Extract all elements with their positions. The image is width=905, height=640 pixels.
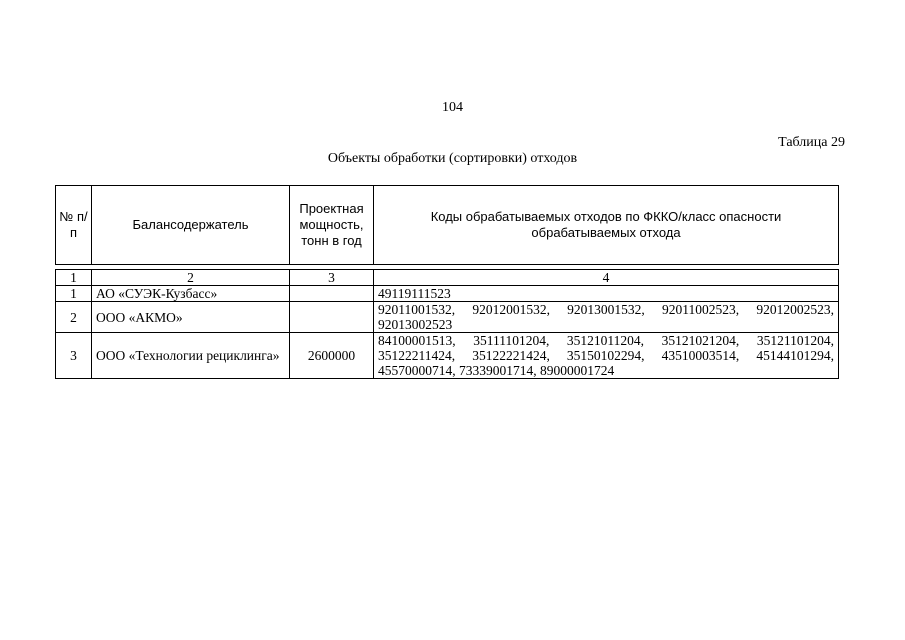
column-number: 4: [374, 270, 839, 286]
column-number: 3: [290, 270, 374, 286]
row-number: 2: [56, 302, 92, 333]
column-number: 1: [56, 270, 92, 286]
waste-processing-table: [55, 185, 839, 379]
table-title: Объекты обработки (сортировки) отходов: [327, 151, 578, 166]
row-holder: ООО «АКМО»: [92, 302, 290, 333]
row-capacity: [290, 286, 374, 302]
table-header-row: [56, 186, 839, 265]
row-number: 1: [56, 286, 92, 302]
row-number: 3: [56, 333, 92, 379]
header-number: № п/п: [56, 186, 92, 265]
header-waste-codes: Коды обрабатываемых отходов по ФККО/класс опасности обрабатываемых отхода: [374, 186, 839, 265]
row-capacity: [290, 302, 374, 333]
table-row: [56, 286, 839, 302]
row-holder: АО «СУЭК-Кузбасс»: [92, 286, 290, 302]
row-capacity: 2600000: [290, 333, 374, 379]
row-holder: ООО «Технологии рециклинга»: [92, 333, 290, 379]
column-number-row: [56, 270, 839, 286]
header-holder: Балансодержатель: [92, 186, 290, 265]
row-waste-codes: 49119111523: [374, 286, 839, 302]
table-row: [56, 333, 839, 379]
table-row: [56, 302, 839, 333]
row-waste-codes: 92011001532, 92012001532, 92013001532, 92011002523, 92012002523, 92013002523: [374, 302, 839, 333]
row-waste-codes: 84100001513, 35111101204, 35121011204, 35121021204, 35121101204, 35122211424, 35122221424, 35150102294, 43510003514, 45144101294, 45570000714, 73339001714, 89000001724: [374, 333, 839, 379]
page-number: 104: [442, 100, 463, 115]
header-capacity: Проектная мощность, тонн в год: [290, 186, 374, 265]
table-number-label: Таблица 29: [778, 135, 845, 150]
column-number: 2: [92, 270, 290, 286]
